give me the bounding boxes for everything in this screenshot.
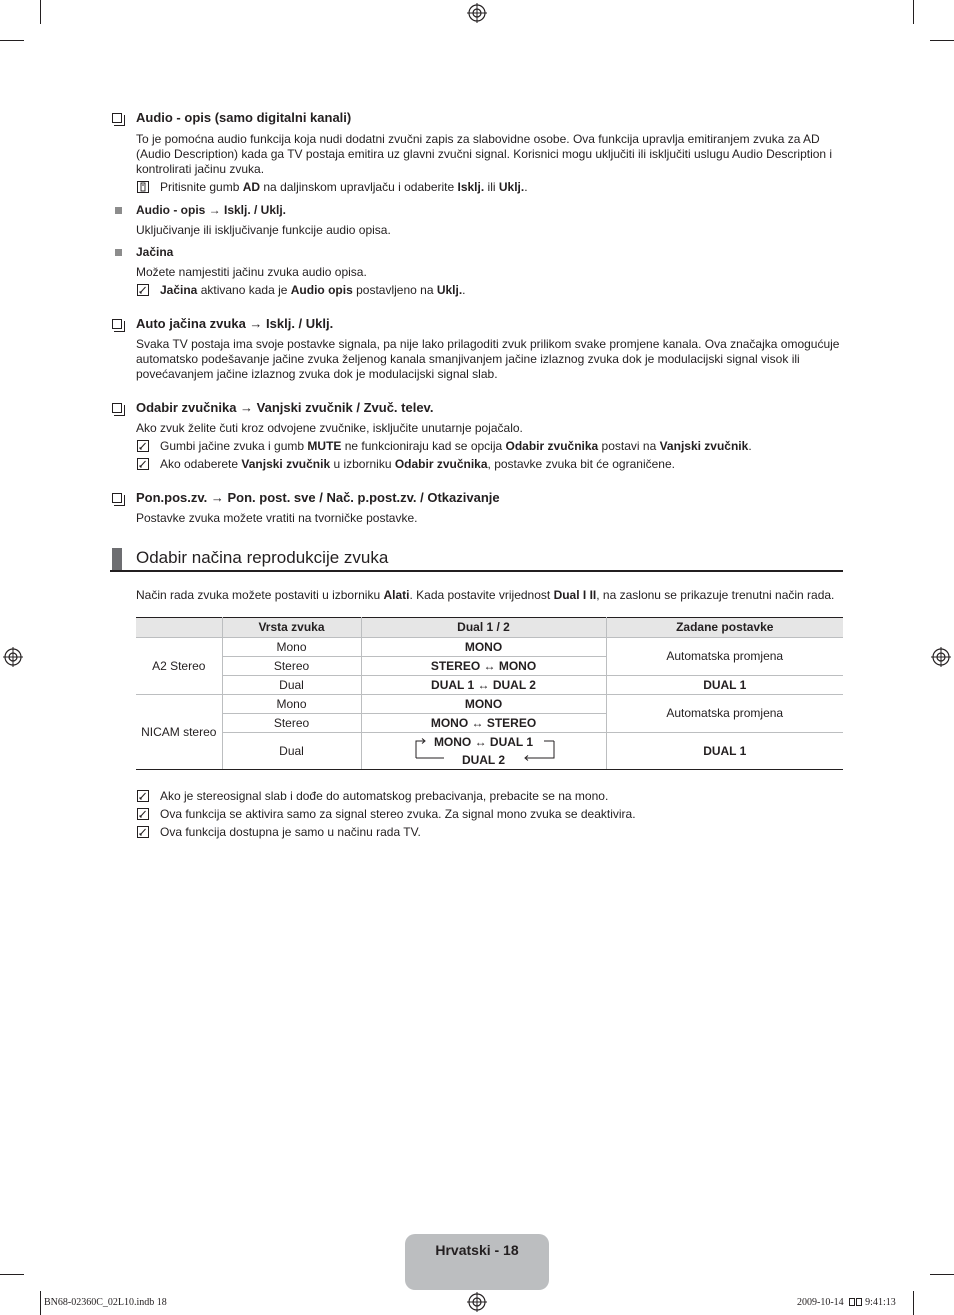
- table-row: [136, 695, 843, 714]
- table-header: Vrsta zvuka: [222, 618, 361, 638]
- table-cell-group: NICAM stereo: [136, 695, 222, 770]
- table-cell: MONO ↔ STEREO: [361, 714, 606, 733]
- footer-file: BN68-02360C_02L10.indb 18: [44, 1297, 167, 1308]
- table-cell: DUAL 1: [606, 733, 843, 770]
- table-row: [136, 733, 843, 770]
- section-text: Ako zvuk želite čuti kroz odvojene zvučnike, isključite unutarnje pojačalo.: [136, 421, 523, 435]
- table-cell: Stereo: [222, 657, 361, 676]
- sub-text: Možete namjestiti jačinu zvuka audio opisa.: [136, 265, 367, 279]
- table-row: [136, 676, 843, 695]
- note: Jačina aktivano kada je Audio opis postavljeno na Uklj..: [110, 283, 843, 298]
- table-header-row: [136, 618, 843, 638]
- page-content: [110, 110, 843, 840]
- note: Ova funkcija se aktivira samo za signal stereo zvuka. Za signal mono zvuka se deaktivira.: [110, 807, 843, 822]
- crop-mark: [40, 1291, 41, 1315]
- square-bullet-icon: [115, 207, 122, 214]
- sub-text: Uključivanje ili isključivanje funkcije audio opisa.: [136, 223, 391, 237]
- registration-mark-icon: [467, 3, 487, 23]
- table-cell: Dual: [222, 676, 361, 695]
- registration-mark-icon: [931, 647, 951, 667]
- heading-intro: Način rada zvuka možete postaviti u izborniku Alati. Kada postavite vrijednost Dual I II, na zaslonu se prikazuje trenutni način rada.: [136, 588, 835, 602]
- note: Ako je stereosignal slab i dođe do automatskog prebacivanja, prebacite se na mono.: [110, 789, 843, 804]
- table-cell: STEREO ↔ MONO: [361, 657, 606, 676]
- note-remote: Pritisnite gumb AD na daljinskom upravljaču i odaberite Isklj. ili Uklj..: [110, 180, 843, 195]
- section-text: Postavke zvuka možete vratiti na tvorničke postavke.: [136, 511, 418, 525]
- section-text: To je pomoćna audio funkcija koja nudi dodatni zvučni zapis za slabovidne osobe. Ova funkcija upravlja emitiranjem zvuka za AD (Audio Description) kada ga TV postaja emitira uz glavni zvučni signal. Korisnici mogu uključiti ili isključiti uslugu Audio Description i kontrolirati jačinu zvuka.: [136, 132, 833, 176]
- table-header: Zadane postavke: [606, 618, 843, 638]
- table-cell: Stereo: [222, 714, 361, 733]
- note-pencil-icon: [137, 790, 149, 802]
- note: Gumbi jačine zvuka i gumb MUTE ne funkcioniraju kad se opcija Odabir zvučnika postavi na Vanjski zvučnik.: [110, 439, 843, 454]
- section-title-auto-volume: Auto jačina zvuka → Isklj. / Uklj.: [110, 316, 843, 332]
- table-cell: Mono: [222, 638, 361, 657]
- sub-title-jacina: Jačina: [110, 245, 843, 260]
- table-cell: Dual: [222, 733, 361, 770]
- note: Ako odaberete Vanjski zvučnik u izborniku Odabir zvučnika, postavke zvuka bit će ograničene.: [110, 457, 843, 472]
- registration-mark-icon: [3, 647, 23, 667]
- cycle-line-2: DUAL 2: [461, 753, 506, 767]
- table-cell: Automatska promjena: [606, 638, 843, 676]
- note: Ova funkcija dostupna je samo u načinu rada TV.: [110, 825, 843, 840]
- remote-icon: [137, 181, 149, 193]
- section-text: Svaka TV postaja ima svoje postavke signala, pa nije lako prilagoditi zvuk prilikom svake promjene kanala. Ova značajka omogućuje automatsko podešavanje jačine zvuka željenog kanala smanjivanjem jačine izlaznog zvuka dok je modulacijski signal visok ili povećavanjem jačine izlaznog zvuka dok je modulacijski signal slab.: [136, 337, 840, 381]
- section-title-reset-sound: Pon.pos.zv. → Pon. post. sve / Nač. p.post.zv. / Otkazivanje: [110, 490, 843, 506]
- table-cell: DUAL 1: [606, 676, 843, 695]
- sub-title-audio-opis: Audio - opis → Isklj. / Uklj.: [110, 203, 843, 218]
- table-cell-cycle: [361, 733, 606, 770]
- checkbox-bullet-icon: [112, 403, 122, 413]
- table-cell-group: A2 Stereo: [136, 638, 222, 695]
- sound-mode-table: [136, 617, 843, 770]
- note-pencil-icon: [137, 284, 149, 296]
- crop-mark: [913, 1291, 914, 1315]
- page-number-tab: Hrvatski - 18: [405, 1234, 549, 1290]
- section-title-speaker-select: Odabir zvučnika → Vanjski zvučnik / Zvuč. telev.: [110, 400, 843, 416]
- cycle-line-1: MONO ↔ DUAL 1: [433, 735, 534, 749]
- checkbox-bullet-icon: [112, 319, 122, 329]
- glyph-box-icon: [856, 1298, 862, 1306]
- note-pencil-icon: [137, 440, 149, 452]
- crop-mark: [0, 40, 24, 41]
- crop-mark: [0, 1274, 24, 1275]
- checkbox-bullet-icon: [112, 113, 122, 123]
- crop-mark: [40, 0, 41, 24]
- heading-bar: [112, 548, 122, 570]
- table-cell: Automatska promjena: [606, 695, 843, 733]
- table-cell: MONO: [361, 638, 606, 657]
- table-header: Dual 1 / 2: [361, 618, 606, 638]
- crop-mark: [930, 40, 954, 41]
- note-pencil-icon: [137, 826, 149, 838]
- crop-mark: [913, 0, 914, 24]
- square-bullet-icon: [115, 249, 122, 256]
- note-pencil-icon: [137, 808, 149, 820]
- note-pencil-icon: [137, 458, 149, 470]
- table-row: [136, 638, 843, 657]
- footer-timestamp: 2009-10-14 9:41:13: [797, 1297, 896, 1308]
- table-cell: Mono: [222, 695, 361, 714]
- glyph-box-icon: [849, 1298, 855, 1306]
- crop-mark: [930, 1274, 954, 1275]
- registration-mark-icon: [467, 1292, 487, 1312]
- table-cell: MONO: [361, 695, 606, 714]
- checkbox-bullet-icon: [112, 493, 122, 503]
- table-cell: DUAL 1 ↔ DUAL 2: [361, 676, 606, 695]
- heading-sound-mode: Odabir načina reprodukcije zvuka: [110, 548, 843, 572]
- section-title-audio-description: Audio - opis (samo digitalni kanali): [110, 110, 843, 126]
